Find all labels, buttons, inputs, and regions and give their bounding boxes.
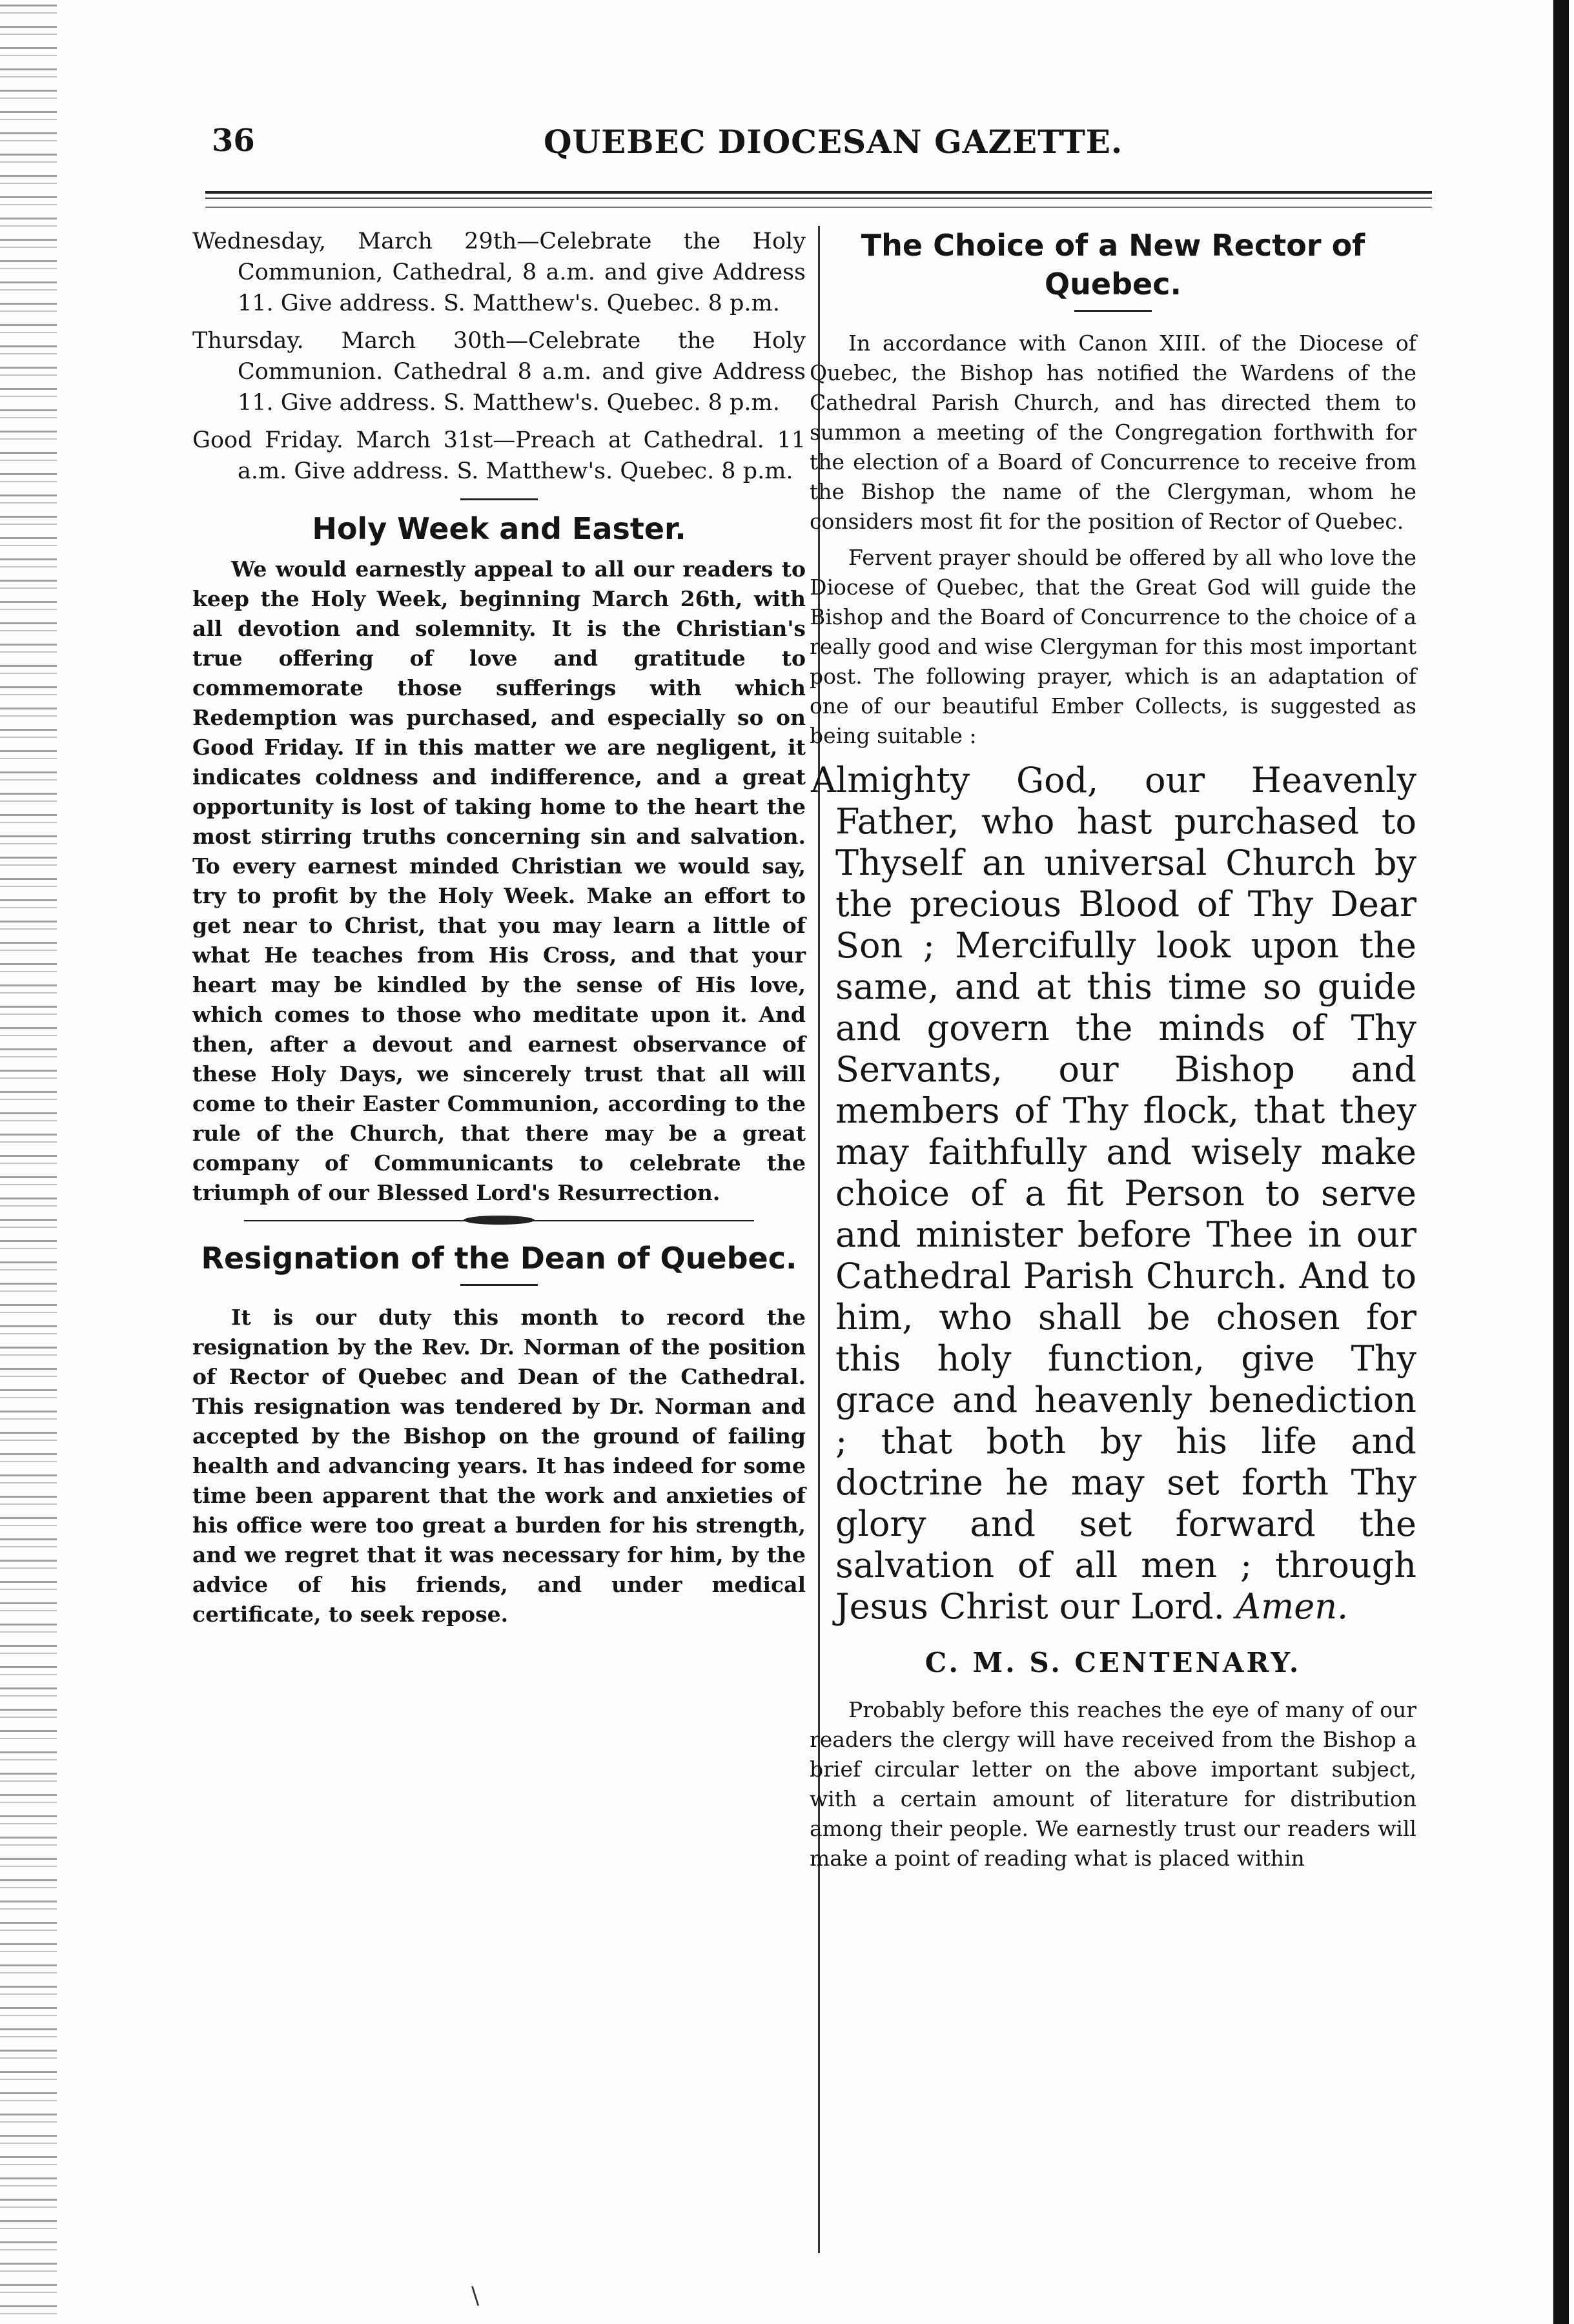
prayer-amen: Amen. — [1236, 1586, 1349, 1627]
cms-heading: C. M. S. CENTENARY. — [925, 1647, 1302, 1678]
page-number: 36 — [212, 123, 255, 159]
schedule-wednesday: Wednesday, March 29th—Celebrate the Holy Communion, Cathedral, 8 a.m. and give Address 11. Give address. S. Matthew's. Quebec. 8 p.m. — [192, 229, 806, 316]
print-speck: \ — [471, 2283, 480, 2309]
section-separator — [460, 498, 538, 500]
resignation-heading: Resignation of the Dean of Quebec. — [201, 1241, 797, 1276]
cms-body: Probably before this reaches the eye of many of our readers the clergy will have received from the Bishop a brief circular letter on the above important subject, with a certain amount of literature for distribution among their people. We earnestly trust our readers will make a point of reading what is placed within — [810, 1697, 1416, 1871]
choice-paragraph-2: Fervent prayer should be offered by all who love the Diocese of Quebec, that the Great God will guide the Bishop and the Board of Concurrence to the choice of a really good and wise Clergyman for this most important post. The following prayer, which is an adaptation of one of our beautiful Ember Collects, is suggested as being suitable : — [810, 545, 1416, 748]
scan-edge-artifact — [0, 0, 57, 2324]
page-header — [205, 120, 1406, 172]
schedule-good-friday: Good Friday. March 31st—Preach at Cathedral. 11 a.m. Give address. S. Matthew's. Quebec. 8 p.m. — [192, 427, 806, 484]
right-column — [810, 226, 1416, 1880]
ornament-separator — [244, 1214, 754, 1227]
choice-paragraph-1: In accordance with Canon XIII. of the Diocese of Quebec, the Bishop has notified the Wardens of the Cathedral Parish Church, and has directed them to summon a meeting of the Congregation forthwith for the election of a Board of Concurrence to receive from the Bishop the name of the Clergyman, whom he considers most fit for the position of Rector of Quebec. — [810, 331, 1416, 534]
choice-heading: The Choice of a New Rector of Quebec. — [861, 228, 1365, 301]
left-column — [192, 226, 806, 1636]
section-separator — [460, 1284, 538, 1286]
section-separator — [1074, 310, 1152, 312]
schedule-thursday: Thursday. March 30th—Celebrate the Holy Communion. Cathedral 8 a.m. and give Address 11. Give address. S. Matthew's. Quebec. 8 p.m. — [192, 328, 806, 416]
header-rule-double — [205, 198, 1432, 199]
resignation-body: It is our duty this month to record the resignation by the Rev. Dr. Norman of the position of Rector of Quebec and Dean of the Cathedral. This resignation was tendered by Dr. Norman and accepted by the Bishop on the ground of failing health and advancing years. It has indeed for some time been apparent that the work and anxieties of his office were too great a burden for his strength, and we regret that it was necessary for him, by the advice of his friends, and under medical certificate, to seek repose. — [192, 1305, 806, 1627]
header-rule — [205, 191, 1432, 194]
scan-border-bar — [1553, 0, 1569, 2324]
prayer-text — [810, 760, 1416, 1627]
publication-title: QUEBEC DIOCESAN GAZETTE. — [544, 123, 1123, 161]
holy-week-body: We would earnestly appeal to all our readers to keep the Holy Week, beginning March 26th, with all devotion and solemnity. It is the Christian's true offering of love and gratitude to commemorate those sufferings with which Redemption was purchased, and especially so on Good Friday. If in this matter we are negligent, it indicates coldness and indifference, and a great opportunity is lost of taking home to the heart the most stirring truths concerning sin and salvation. To every earnest minded Christian we would say, try to profit by the Holy Week. Make an effort to get near to Christ, that you may learn a little of what He teaches from His Cross, and that your heart may be kindled by the sense of His love, which comes to those who meditate upon it. And then, after a devout and earnest observance of these Holy Days, we sincerely trust that all will come to their Easter Communion, according to the rule of the Church, that there may be a great company of Communicants to celebrate the triumph of our Blessed Lord's Resurrection. — [192, 556, 806, 1205]
holy-week-heading: Holy Week and Easter. — [312, 511, 686, 546]
header-rule-thin — [205, 207, 1432, 208]
prayer-body: Almighty God, our Heavenly Father, who hast purchased to Thyself an universal Church by the precious Blood of Thy Dear Son ; Mercifully look upon the same, and at this time so guide and govern the minds of Thy Servants, our Bishop and members of Thy flock, that they may faithfully and wisely make choice of a fit Person to serve and minister before Thee in our Cathedral Parish Church. And to him, who shall be chosen for this holy function, give Thy grace and heavenly benediction ; that both by his life and doctrine he may set forth Thy glory and set forward the salvation of all men ; through Jesus Christ our Lord. — [811, 760, 1416, 1627]
